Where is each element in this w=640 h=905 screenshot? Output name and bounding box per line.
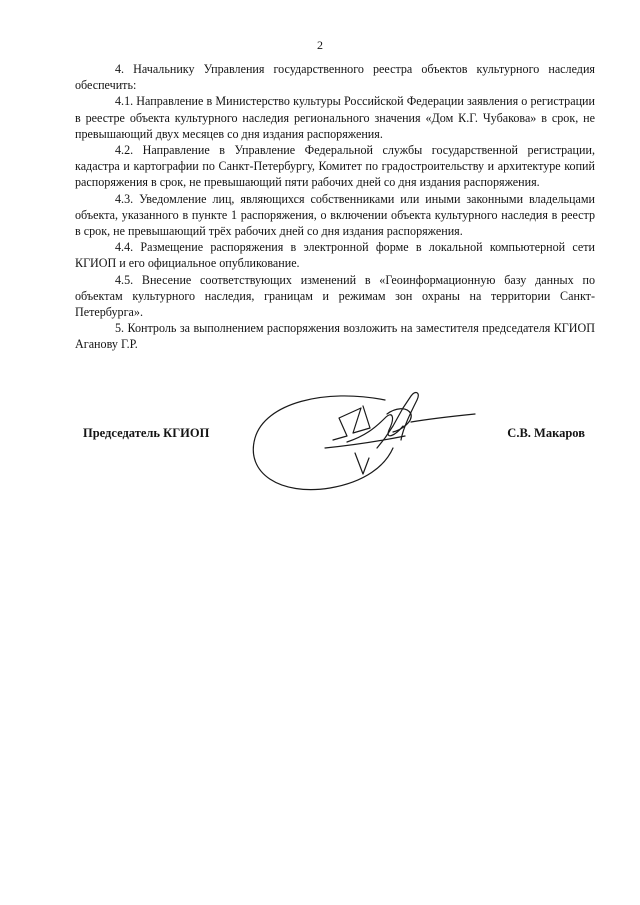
signatory-name: С.В. Макаров: [507, 426, 585, 440]
paragraph-4-2: 4.2. Направление в Управление Федеральной службы государственной регистрации, кадастра и картографии по Санкт-Петербургу, Комитет по градостроительству и архитектуре копий распоряжения в срок, не превышающий пяти рабочих дней со дня издания распоряжения.: [75, 143, 595, 190]
handwritten-signature: [235, 378, 485, 508]
signatory-position: Председатель КГИОП: [83, 426, 210, 440]
paragraph-4-4: 4.4. Размещение распоряжения в электронной форме в локальной компьютерной сети КГИОП и его официальное опубликование.: [75, 240, 595, 271]
document-body: [75, 61, 595, 353]
page-number: 2: [317, 38, 323, 52]
paragraph-4-3: 4.3. Уведомление лиц, являющихся собственниками или иными законными владельцами объекта, указанного в пункте 1 распоряжения, о включении объекта культурного наследия в реестр в срок, не превышающий трёх рабочих дней со дня издания распоряжения.: [75, 191, 595, 239]
paragraph-4-1: 4.1. Направление в Министерство культуры Российской Федерации заявления о регистрации в реестре объекта культурного наследия регионального значения «Дом К.Г. Чубакова» в срок, не превышающий двух месяцев со дня издания распоряжения.: [75, 94, 595, 141]
signature-block: [75, 378, 595, 508]
paragraph-4-5: 4.5. Внесение соответствующих изменений в «Геоинформационную базу данных по объектам культурного наследия, границам и режимам зон охраны на территории Санкт-Петербурга».: [75, 272, 595, 320]
paragraph-4: 4. Начальнику Управления государственного реестра объектов культурного наследия обеспечить:: [75, 62, 595, 93]
paragraph-5: 5. Контроль за выполнением распоряжения возложить на заместителя председателя КГИОП Аганову Г.Р.: [75, 321, 595, 352]
